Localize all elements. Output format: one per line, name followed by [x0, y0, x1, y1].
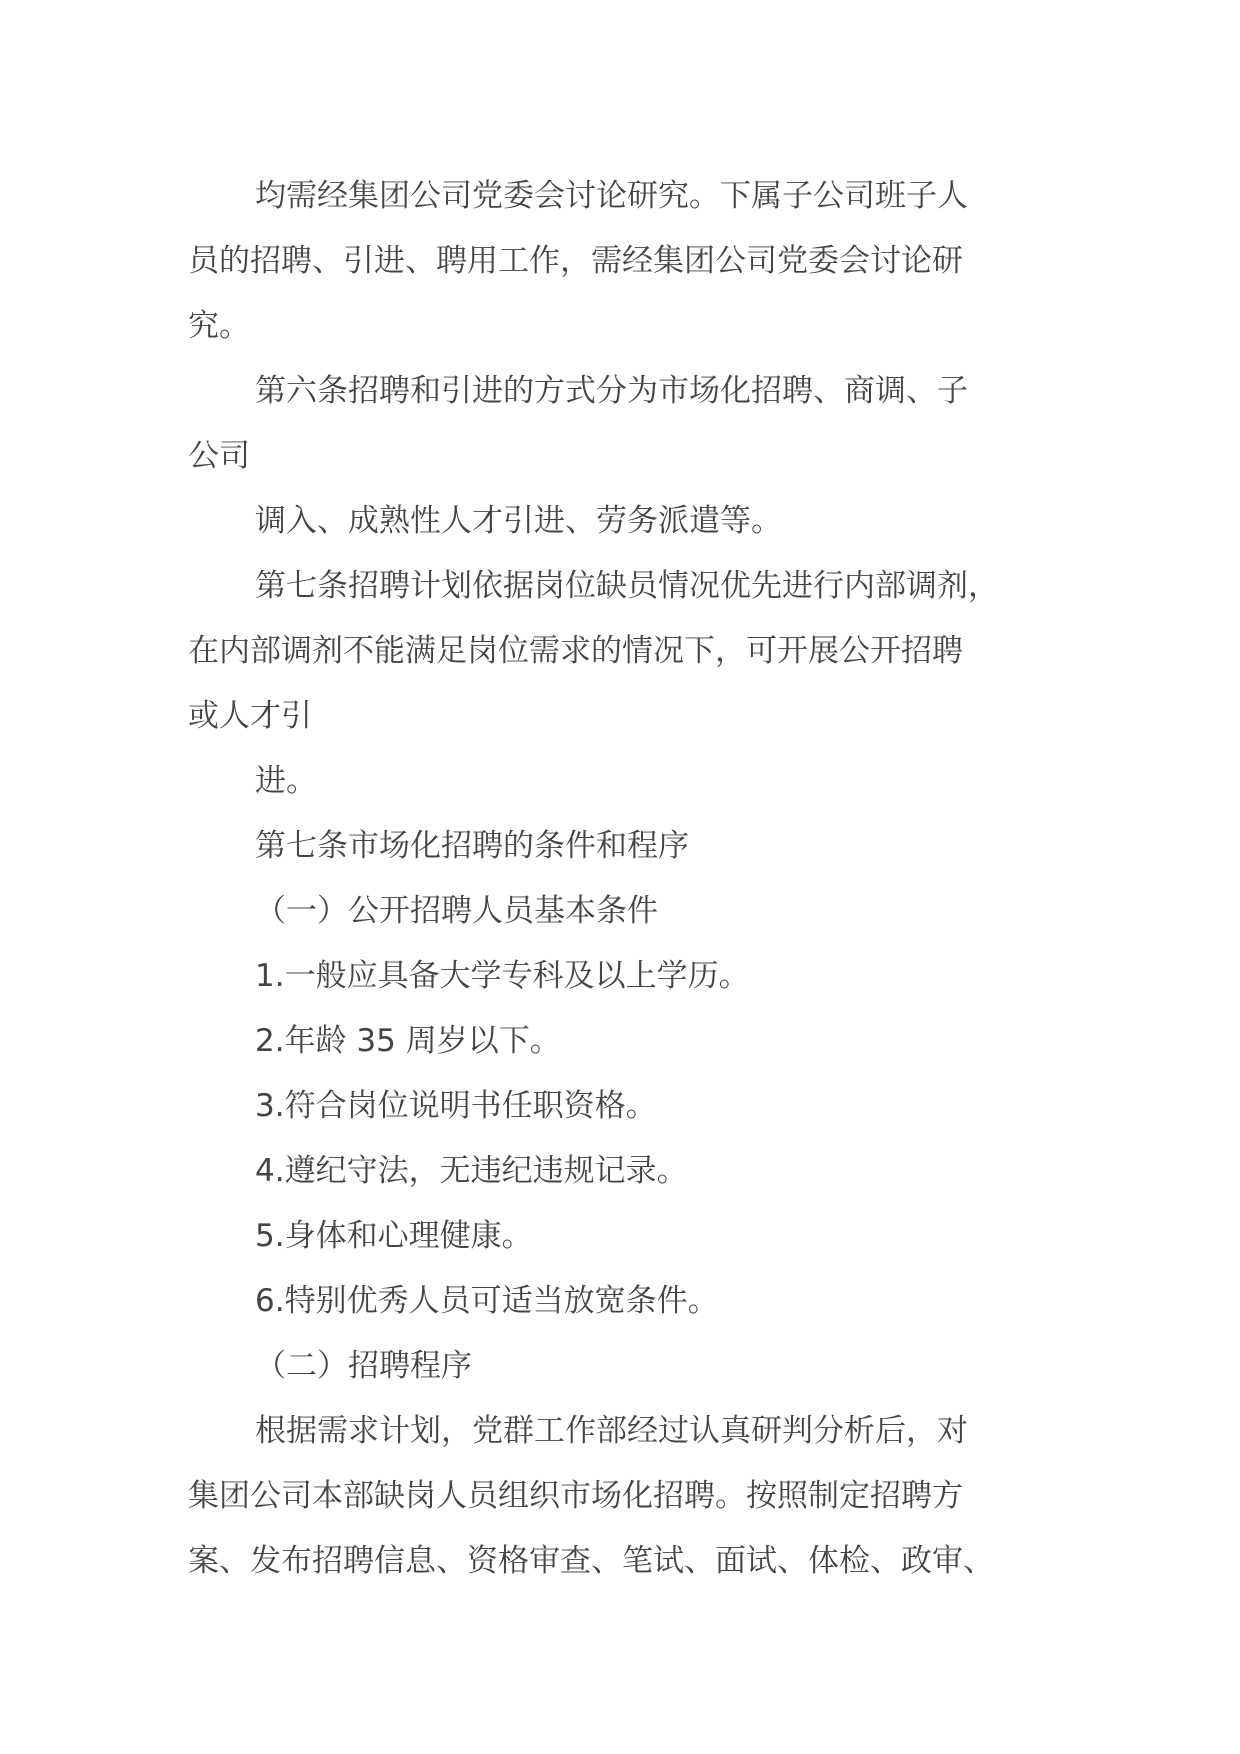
document-body: [188, 164, 1068, 1594]
list-item: 4.遵纪守法，无违纪违规记录。: [255, 1153, 688, 1189]
text-line: 公司: [188, 438, 250, 474]
list-item: 2.年龄 35 周岁以下。: [255, 1023, 561, 1059]
text-line: 在内部调剂不能满足岗位需求的情况下，可开展公开招聘: [188, 633, 963, 669]
subsection-heading: （二）招聘程序: [255, 1348, 472, 1384]
text-line: 根据需求计划，党群工作部经过认真研判分析后，对: [255, 1413, 968, 1449]
text-line: 第六条招聘和引进的方式分为市场化招聘、商调、子: [255, 373, 968, 409]
text-line: 进。: [255, 763, 317, 799]
text-line: 集团公司本部缺岗人员组织市场化招聘。按照制定招聘方: [188, 1478, 963, 1514]
list-item: 1.一般应具备大学专科及以上学历。: [255, 958, 750, 994]
text-line: 案、发布招聘信息、资格审查、笔试、面试、体检、政审、: [188, 1543, 994, 1579]
text-line: 均需经集团公司党委会讨论研究。下属子公司班子人: [255, 178, 968, 214]
list-item: 6.特别优秀人员可适当放宽条件。: [255, 1283, 719, 1319]
text-line: 或人才引: [188, 698, 312, 734]
text-line: 调入、成熟性人才引进、劳务派遣等。: [255, 503, 782, 539]
section-heading: 第七条市场化招聘的条件和程序: [255, 828, 689, 864]
subsection-heading: （一）公开招聘人员基本条件: [255, 893, 658, 929]
text-line: 究。: [188, 308, 250, 344]
text-line: 第七条招聘计划依据岗位缺员情况优先进行内部调剂，: [255, 568, 999, 604]
list-item: 3.符合岗位说明书任职资格。: [255, 1088, 657, 1124]
list-item: 5.身体和心理健康。: [255, 1218, 533, 1254]
text-line: 员的招聘、引进、聘用工作，需经集团公司党委会讨论研: [188, 243, 963, 279]
